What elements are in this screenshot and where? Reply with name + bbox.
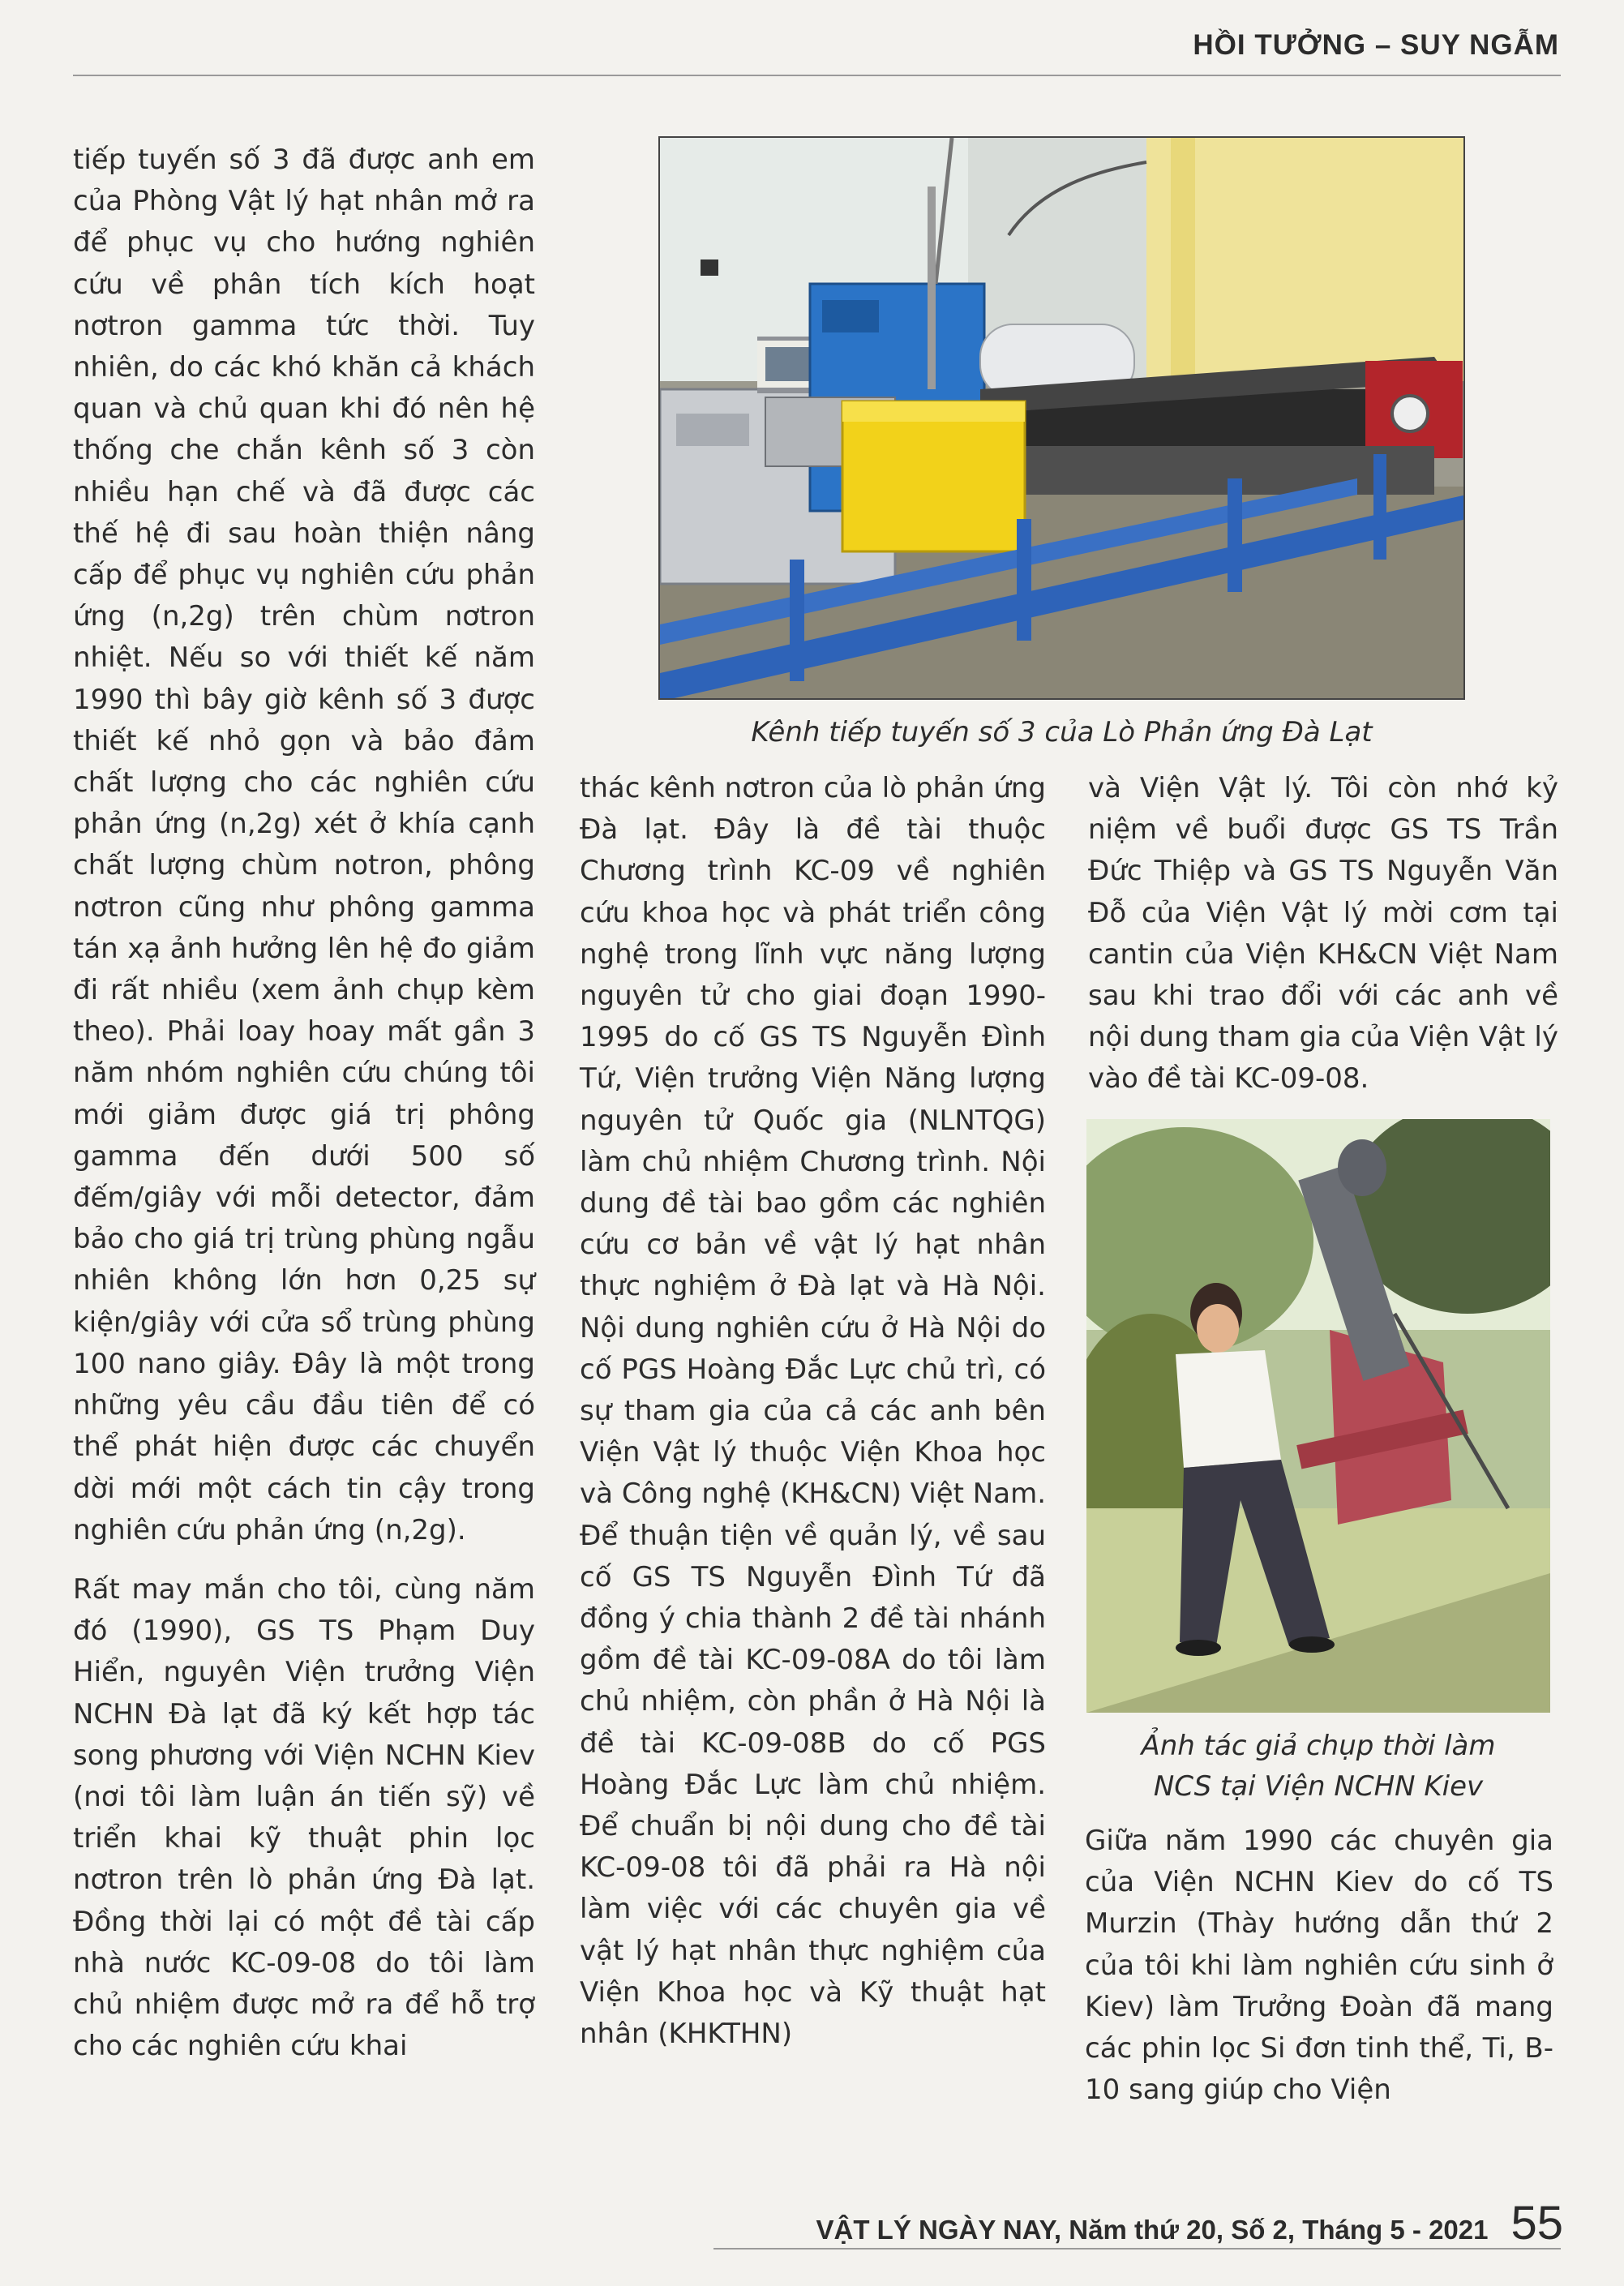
figure-1-caption: Kênh tiếp tuyến số 3 của Lò Phản ứng Đà Lạt [751,716,1373,748]
figure-2-caption-line: NCS tại Viện NCHN Kiev [1153,1770,1484,1803]
page-footer [816,2196,1563,2250]
text-column-3-continued [1085,1821,1553,2129]
section-header: HỒI TƯỞNG – SUY NGẪM [1193,29,1559,61]
text-column-3 [1088,768,1558,1118]
author-portrait-photo [1086,1119,1550,1713]
paragraph: Giữa năm 1990 các chuyên gia của Viện NCHN Kiev do cố TS Murzin (Thày hướng dẫn thứ 2 của tôi khi làm nghiên cứu sinh ở Kiev) làm Trưởng Đoàn đã mang các phin lọc Si đơn tinh thể, Ti, B-10 sang giúp cho Viện [1085,1825,1553,2107]
footer-divider [713,2248,1561,2250]
header-divider [73,75,1561,76]
paragraph: và Viện Vật lý. Tôi còn nhớ kỷ niệm về buổi được GS TS Trần Đức Thiệp và GS TS Nguyễn Văn Đỗ của Viện Vật lý mời cơm tại cantin của Viện KH&CN Việt Nam sau khi trao đổi với các anh về nội dung tham gia của Viện Vật lý vào đề tài KC-09-08. [1088,772,1558,1096]
reactor-channel-photo [658,136,1465,700]
paragraph: tiếp tuyến số 3 đã được anh em của Phòng Vật lý hạt nhân mở ra để phục vụ cho hướng nghiên cứu về phân tích kích hoạt nơtron gamma tức thời. Tuy nhiên, do các khó khăn cả khách quan và chủ quan khi đó nên hệ thống che chắn kênh số 3 còn nhiều hạn chế và đã được các thế hệ đi sau hoàn thiện nâng cấp để phục vụ nghiên cứu phản ứng (n,2g) trên chùm nơtron nhiệt. Nếu so với thiết kế năm 1990 thì bây giờ kênh số 3 được thiết kế nhỏ gọn và bảo đảm chất lượng cho các nghiên cứu phản ứng (n,2g) xét ở khía cạnh chất lượng chùm notron, phông nơtron cũng như phông gamma tán xạ ảnh hưởng lên hệ đo giảm đi rất nhiều (xem ảnh chụp kèm theo). Phải loay hoay mất gần 3 năm nhóm nghiên cứu chúng tôi mới giảm được giá trị phông gamma đến dưới 500 số đếm/giây với mỗi detector, đảm bảo cho giá trị trùng phùng ngẫu nhiên không lớn hơn 0,25 sự kiện/giây với cửa sổ trùng phùng 100 nano giây. Đây là một trong những yêu cầu đầu tiên để có thể phát hiện được các chuyển dời mới một cách tin cậy trong nghiên cứu phản ứng (n,2g). [73,144,535,1546]
publication-info: VẬT LÝ NGÀY NAY, Năm thứ 20, Số 2, Tháng 5 - 2021 [816,2215,1489,2245]
text-column-1 [73,139,535,2085]
figure-2-caption-line: Ảnh tác giả chụp thời làm [1141,1730,1496,1762]
text-column-2 [580,768,1046,2073]
figure-2-caption [1086,1726,1550,1807]
paragraph: thác kênh nơtron của lò phản ứng Đà lạt. Đây là đề tài thuộc Chương trình KC-09 về nghiên cứu khoa học và phát triển công nghệ trong lĩnh vực năng lượng nguyên tử cho giai đoạn 1990-1995 do cố GS TS Nguyễn Đình Tứ, Viện trưởng Viện Năng lượng nguyên tử Quốc gia (NLNTQG) làm chủ nhiệm Chương trình. Nội dung đề tài bao gồm các nghiên cứu cơ bản về vật lý hạt nhân thực nghiệm ở Đà lạt và Hà Nội. Nội dung nghiên cứu ở Hà Nội do cố PGS Hoàng Đắc Lực chủ trì, có sự tham gia của cả các anh bên Viện Vật lý thuộc Viện Khoa học và Công nghệ (KH&CN) Việt Nam. Để thuận tiện về quản lý, về sau cố GS TS Nguyễn Đình Tứ đã đồng ý chia thành 2 đề tài nhánh gồm đề tài KC-09-08A do tôi làm chủ nhiệm, còn phần ở Hà Nội là đề tài KC-09-08B do cố PGS Hoàng Đắc Lực làm chủ nhiệm. Để chuẩn bị nội dung cho đề tài KC-09-08 tôi đã phải ra Hà nội làm việc với các chuyên gia về vật lý hạt nhân thực nghiệm của Viện Khoa học và Kỹ thuật hạt nhân (KHKTHN) [580,772,1046,2051]
paragraph: Rất may mắn cho tôi, cùng năm đó (1990), GS TS Phạm Duy Hiển, nguyên Viện trưởng Viện NCHN Đà lạt đã ký kết hợp tác song phương với Viện NCHN Kiev (nơi tôi làm luận án tiến sỹ) về triển khai kỹ thuật phin lọc nơtron trên lò phản ứng Đà lạt. Đồng thời lại có một đề tài cấp nhà nước KC-09-08 do tôi làm chủ nhiệm được mở ra để hỗ trợ cho các nghiên cứu khai [73,1572,535,2063]
page-number: 55 [1510,2197,1563,2250]
